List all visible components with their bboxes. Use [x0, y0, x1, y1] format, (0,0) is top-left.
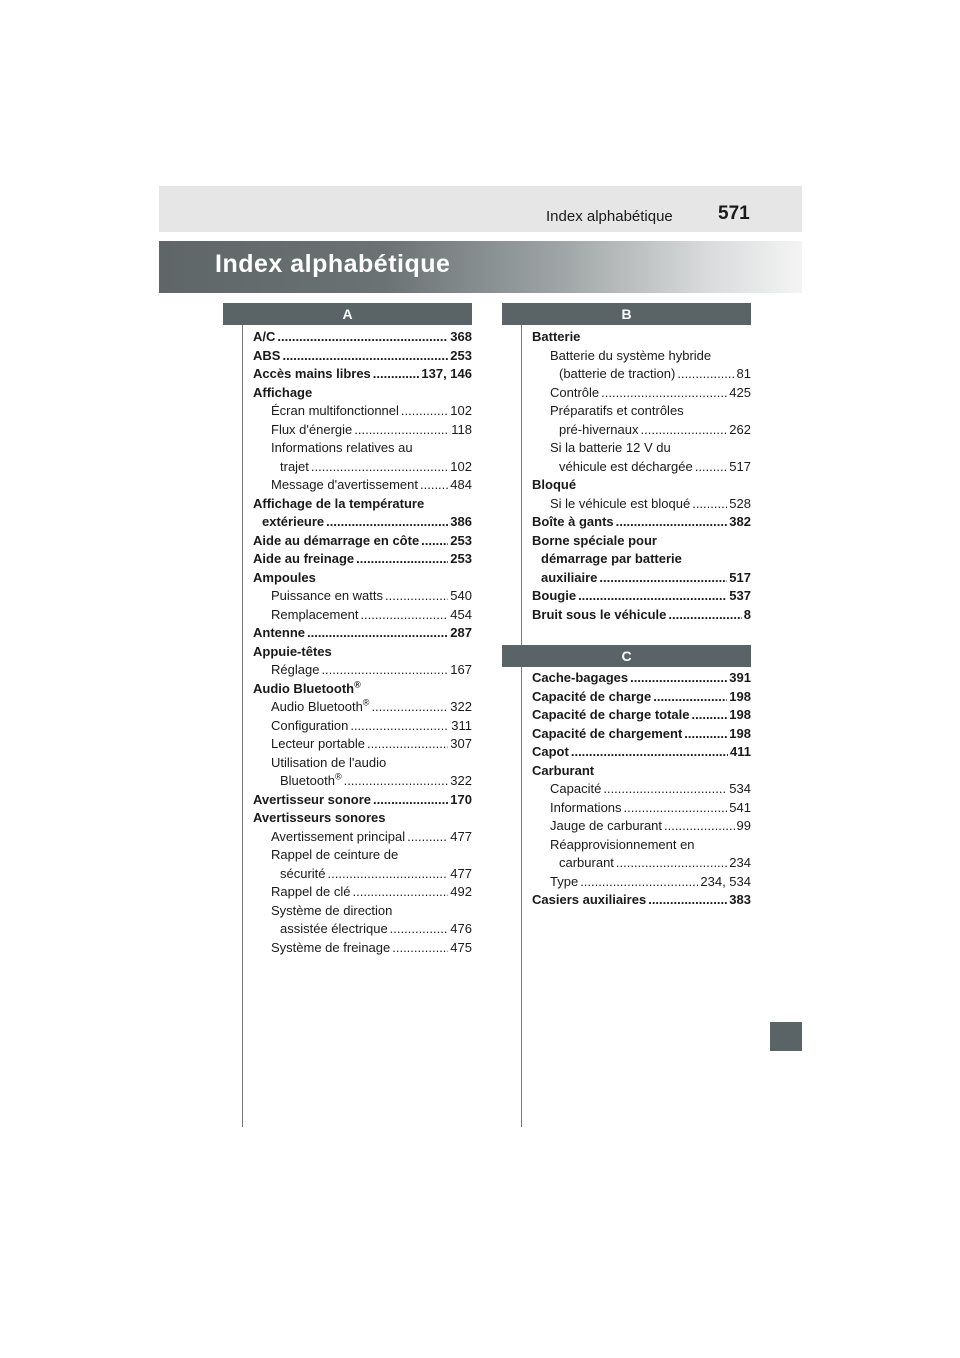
dot-leader	[580, 873, 698, 892]
index-entry-page: 391	[729, 670, 751, 685]
dot-leader	[390, 920, 449, 939]
dot-leader	[616, 513, 728, 532]
index-entry-label: Bougie	[532, 588, 577, 603]
index-entry	[253, 698, 472, 717]
index-entry-label: Ampoules	[253, 569, 316, 585]
dot-leader	[677, 365, 734, 384]
index-entry	[532, 328, 751, 347]
index-entry-label: Rappel de clé	[271, 884, 351, 899]
index-entry	[253, 791, 472, 810]
dot-leader	[373, 791, 448, 810]
index-entry-label: démarrage par batterie	[541, 551, 682, 566]
dot-leader	[356, 550, 448, 569]
index-entry-page: 311	[451, 717, 472, 733]
index-entry-page: 234, 534	[700, 873, 751, 889]
dot-leader	[385, 587, 448, 606]
registered-mark: ®	[334, 771, 342, 782]
index-entry-label: Antenne	[253, 625, 305, 640]
index-column-c	[532, 669, 751, 910]
index-entry-label: Aide au démarrage en côte	[253, 532, 420, 548]
index-entry	[253, 902, 472, 921]
index-entry-page: 541	[729, 799, 751, 815]
dot-leader	[321, 661, 448, 680]
index-entry-page: 382	[729, 514, 751, 529]
index-entry	[532, 688, 751, 707]
dot-leader	[282, 347, 448, 366]
index-entry-page: 137, 146	[421, 366, 472, 381]
index-entry-page: 167	[450, 662, 472, 677]
index-entry-label: trajet	[280, 458, 309, 474]
index-entry-page: 253	[450, 347, 472, 363]
index-entry	[253, 624, 472, 643]
thumb-index-tab	[770, 1022, 802, 1051]
index-entry	[253, 439, 472, 458]
index-entry-label: Borne spéciale pour	[532, 532, 657, 548]
index-entry-label: Capacité de chargement	[532, 725, 683, 741]
index-entry	[253, 717, 472, 736]
dot-leader	[421, 532, 448, 551]
index-entry-label: Affichage de la température	[253, 495, 425, 511]
dot-leader	[684, 725, 727, 744]
index-entry	[532, 743, 751, 762]
index-entry-page: 477	[450, 865, 472, 881]
index-entry-label: Accès mains libres	[253, 366, 371, 381]
dot-leader	[653, 688, 727, 707]
index-entry-page: 517	[729, 569, 751, 585]
index-entry-label: Type	[550, 873, 579, 889]
dot-leader	[616, 854, 727, 873]
dot-leader	[277, 328, 448, 347]
index-entry-label: Préparatifs et contrôles	[550, 403, 684, 418]
index-entry	[532, 799, 751, 818]
dot-leader	[624, 799, 728, 818]
index-entry-label: pré-hivernaux	[559, 421, 639, 437]
dot-leader	[367, 735, 448, 754]
index-entry	[532, 817, 751, 836]
index-entry	[532, 836, 751, 855]
index-entry-page: 253	[450, 532, 472, 548]
index-entry	[253, 550, 472, 569]
index-entry	[532, 347, 751, 366]
index-entry	[532, 458, 751, 477]
index-entry-label: Capacité de charge totale	[532, 707, 690, 722]
index-entry-page: 287	[450, 625, 472, 640]
index-entry-label: A/C	[253, 329, 276, 344]
dot-leader	[695, 458, 728, 477]
index-entry	[253, 735, 472, 754]
index-entry-label: (batterie de traction)	[559, 366, 676, 381]
dot-leader	[326, 513, 448, 532]
index-entry-label: Contrôle	[550, 384, 600, 400]
index-entry-page: 198	[729, 707, 751, 722]
index-entry	[532, 532, 751, 551]
index-entry-page: 537	[729, 588, 751, 603]
index-entry-label: Bloqué	[532, 477, 577, 492]
index-entry-label: Boîte à gants	[532, 514, 614, 529]
index-entry	[532, 365, 751, 384]
index-entry-page: 8	[743, 606, 751, 622]
dot-leader	[648, 891, 727, 910]
index-entry-label: extérieure	[262, 514, 325, 529]
index-entry-label: Flux d'énergie	[271, 421, 353, 437]
index-entry-page: 81	[736, 366, 751, 381]
index-entry-page: 477	[450, 828, 472, 844]
index-entry	[253, 513, 472, 532]
index-entry-label: Configuration	[271, 717, 349, 733]
section-header-b: B	[502, 303, 751, 325]
index-entry-label: assistée électrique	[280, 921, 388, 936]
index-entry	[253, 347, 472, 366]
index-entry-label: Cache-bagages	[532, 670, 629, 685]
dot-leader	[360, 606, 448, 625]
index-entry-label: Jauge de carburant	[550, 818, 663, 833]
index-entry	[253, 828, 472, 847]
index-entry	[253, 809, 472, 828]
index-entry-label: Affichage	[253, 384, 313, 400]
index-entry-page: 322	[450, 773, 472, 788]
dot-leader	[668, 606, 741, 625]
dot-leader	[599, 569, 727, 588]
index-entry	[532, 780, 751, 799]
index-entry	[253, 328, 472, 347]
registered-mark: ®	[362, 697, 370, 708]
index-entry	[253, 643, 472, 662]
index-entry	[253, 939, 472, 958]
index-entry-page: 262	[729, 421, 751, 437]
index-entry	[532, 891, 751, 910]
index-entry	[253, 532, 472, 551]
index-entry-page: 99	[736, 818, 751, 833]
index-entry-label: carburant	[559, 855, 614, 870]
index-entry-page: 170	[450, 791, 472, 807]
index-entry-page: 118	[451, 421, 472, 437]
index-entry	[253, 458, 472, 477]
index-entry	[532, 421, 751, 440]
index-entry-label: Si le véhicule est bloqué	[550, 495, 691, 511]
index-entry	[532, 439, 751, 458]
index-entry	[253, 680, 472, 699]
index-entry	[532, 706, 751, 725]
index-entry-page: 307	[450, 736, 472, 751]
column-rule-left	[242, 325, 243, 1127]
index-entry	[532, 402, 751, 421]
index-entry	[253, 772, 472, 791]
running-header-title: Index alphabétique	[546, 208, 673, 225]
dot-leader	[407, 828, 448, 847]
index-entry-page: 411	[730, 744, 751, 759]
index-entry-page: 475	[450, 939, 472, 955]
index-entry	[532, 384, 751, 403]
index-entry-label: véhicule est déchargée	[559, 458, 693, 474]
index-entry-label: Lecteur portable	[271, 736, 365, 751]
index-entry-label: Avertisseurs sonores	[253, 810, 386, 825]
index-entry	[253, 476, 472, 495]
dot-leader	[307, 624, 448, 643]
index-entry-page: 253	[450, 551, 472, 566]
dot-leader	[371, 698, 448, 717]
index-entry-label: Audio Bluetooth®	[253, 679, 361, 696]
index-entry	[253, 569, 472, 588]
registered-mark: ®	[354, 679, 361, 690]
index-entry-label: Batterie	[532, 329, 581, 344]
dot-leader	[354, 421, 449, 440]
index-entry-page: 425	[729, 384, 751, 400]
index-entry-label: Réglage	[271, 662, 320, 677]
index-entry	[253, 661, 472, 680]
index-entry-page: 386	[450, 514, 472, 529]
column-rule-right	[521, 325, 522, 1127]
dot-leader	[601, 384, 727, 403]
dot-leader	[350, 717, 449, 736]
index-entry	[253, 402, 472, 421]
section-header-a: A	[223, 303, 472, 325]
dot-leader	[603, 780, 727, 799]
dot-leader	[328, 865, 449, 884]
index-entry-label: Batterie du système hybride	[550, 347, 712, 363]
index-entry-page: 476	[450, 921, 472, 936]
index-entry	[532, 476, 751, 495]
index-entry-label: Puissance en watts	[271, 588, 384, 603]
index-entry	[253, 883, 472, 902]
index-entry-page: 368	[450, 329, 472, 344]
index-entry-label: Capacité	[550, 781, 602, 796]
index-entry-page: 517	[729, 458, 751, 474]
dot-leader	[373, 365, 420, 384]
index-entry-page: 383	[729, 892, 751, 907]
index-entry-label: Casiers auxiliaires	[532, 892, 647, 907]
dot-leader	[578, 587, 727, 606]
index-entry-page: 534	[729, 781, 751, 796]
dot-leader	[401, 402, 448, 421]
index-entry-label: Remplacement	[271, 606, 359, 622]
index-entry-label: Écran multifonctionnel	[271, 403, 399, 418]
index-entry-label: Utilisation de l'audio	[271, 754, 387, 770]
index-entry-page: 454	[450, 606, 472, 622]
dot-leader	[353, 883, 449, 902]
index-entry-label: Carburant	[532, 762, 595, 778]
index-entry-label: Si la batterie 12 V du	[550, 440, 671, 455]
index-entry-label: auxiliaire	[541, 569, 598, 585]
index-entry-page: 322	[450, 699, 472, 714]
index-entry	[253, 754, 472, 773]
dot-leader	[692, 706, 728, 725]
index-entry	[253, 846, 472, 865]
index-entry-label: Audio Bluetooth®	[271, 697, 370, 714]
index-entry-label: Système de freinage	[271, 939, 391, 955]
page-number: 571	[718, 203, 750, 224]
index-column-b	[532, 328, 751, 624]
index-entry	[532, 606, 751, 625]
index-entry	[532, 513, 751, 532]
index-entry-label: Informations	[550, 799, 622, 815]
index-entry	[532, 873, 751, 892]
index-entry	[532, 495, 751, 514]
index-entry	[253, 587, 472, 606]
index-entry	[532, 725, 751, 744]
dot-leader	[641, 421, 728, 440]
index-entry-label: Avertisseur sonore	[253, 791, 372, 807]
index-entry-label: Avertissement principal	[271, 828, 406, 844]
index-entry-label: ABS	[253, 347, 281, 363]
index-entry-label: Informations relatives au	[271, 440, 413, 455]
dot-leader	[420, 476, 448, 495]
index-entry-page: 234	[729, 855, 751, 870]
index-entry	[253, 384, 472, 403]
dot-leader	[344, 772, 449, 791]
page-title: Index alphabétique	[215, 250, 451, 278]
index-entry-page: 198	[729, 688, 751, 704]
index-entry	[532, 550, 751, 569]
index-entry	[532, 569, 751, 588]
dot-leader	[664, 817, 735, 836]
running-header-bar	[159, 186, 802, 232]
index-entry	[532, 587, 751, 606]
index-entry	[532, 669, 751, 688]
index-entry-label: Réapprovisionnement en	[550, 836, 695, 852]
index-entry-label: Capot	[532, 744, 569, 759]
index-entry-page: 198	[729, 725, 751, 741]
index-entry-label: sécurité	[280, 865, 326, 881]
index-entry	[532, 762, 751, 781]
index-entry	[532, 854, 751, 873]
index-entry-label: Rappel de ceinture de	[271, 847, 399, 862]
index-entry-label: Message d'avertissement	[271, 477, 418, 492]
index-entry-page: 102	[450, 458, 472, 474]
index-entry-page: 528	[729, 495, 751, 511]
index-entry	[253, 865, 472, 884]
dot-leader	[692, 495, 727, 514]
section-header-c: C	[502, 645, 751, 667]
index-entry-label: Système de direction	[271, 902, 393, 918]
index-entry-page: 484	[450, 477, 472, 492]
dot-leader	[392, 939, 448, 958]
index-entry	[253, 920, 472, 939]
index-entry-label: Aide au freinage	[253, 551, 355, 566]
index-entry	[253, 606, 472, 625]
dot-leader	[571, 743, 728, 762]
index-entry-label: Bluetooth®	[280, 771, 342, 788]
index-entry-page: 540	[450, 588, 472, 603]
dot-leader	[311, 458, 448, 477]
index-entry-page: 492	[450, 884, 472, 899]
index-entry	[253, 421, 472, 440]
index-entry-page: 102	[450, 403, 472, 418]
index-entry	[253, 495, 472, 514]
index-entry-label: Appuie-têtes	[253, 643, 332, 659]
index-entry-label: Capacité de charge	[532, 688, 652, 704]
index-entry-label: Bruit sous le véhicule	[532, 606, 667, 622]
index-column-a	[253, 328, 472, 957]
dot-leader	[630, 669, 727, 688]
index-entry	[253, 365, 472, 384]
